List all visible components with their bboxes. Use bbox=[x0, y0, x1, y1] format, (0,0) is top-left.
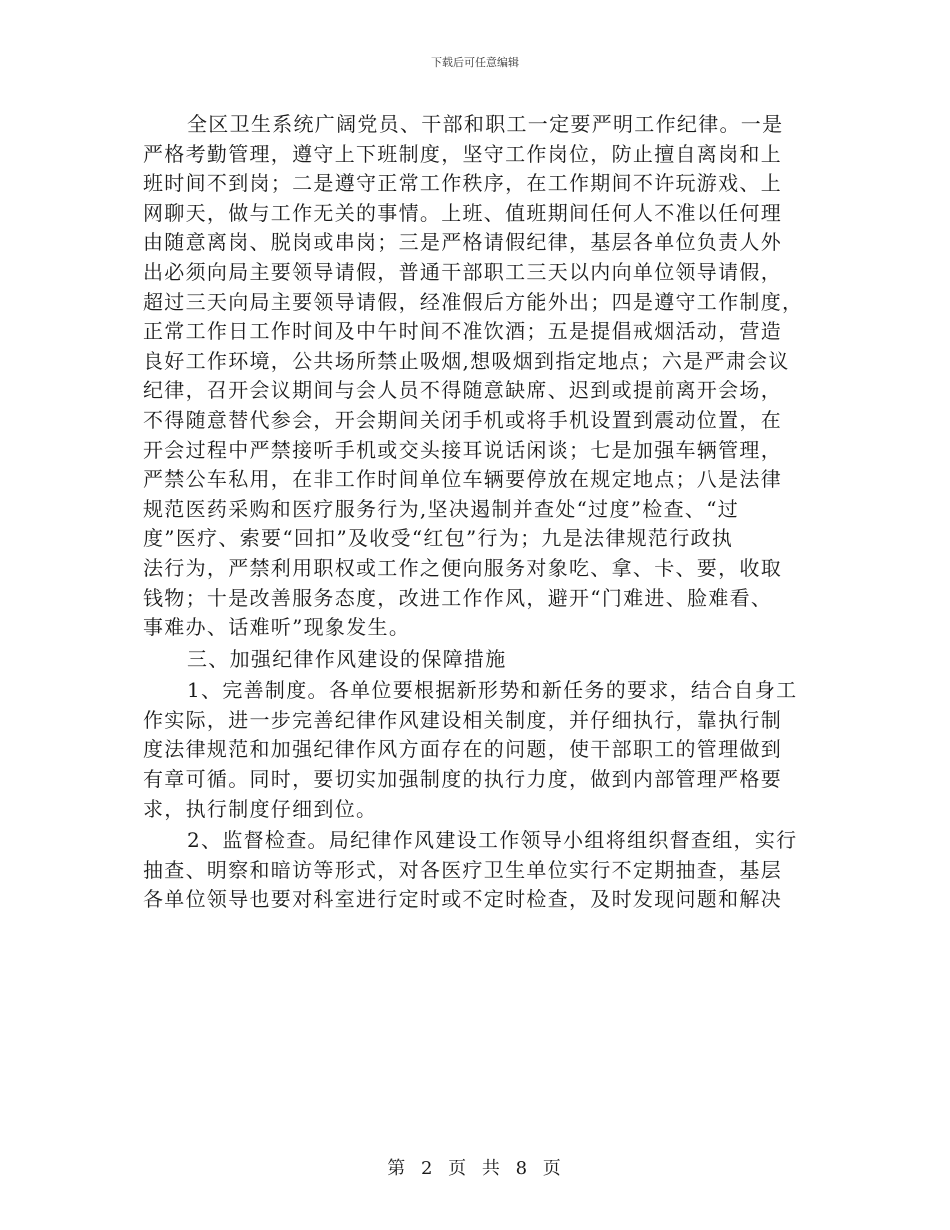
text-line: 度”医疗、索要“回扣”及收受“红包”行为；九是法律规范行政执 bbox=[143, 526, 734, 551]
paragraph-work-discipline bbox=[143, 110, 813, 643]
text-line: 出必须向局主要领导请假，普通干部职工三天以内向单位领导请假， bbox=[143, 259, 782, 284]
text-line: 抽查、明察和暗访等形式，对各医疗卫生单位实行不定期抽查，基层 bbox=[143, 857, 782, 882]
text-line: 2、监督检查。局纪律作风建设工作领导小组将组织督查组，实行 bbox=[187, 828, 798, 853]
text-line: 规范医药采购和医疗服务行为,坚决遏制并查处“过度”检查、“过 bbox=[143, 496, 740, 521]
text-line: 事难办、话难听”现象发生。 bbox=[143, 615, 411, 640]
heading-text: 三、加强纪律作风建设的保障措施 bbox=[187, 646, 507, 671]
text-line: 班时间不到岗；二是遵守正常工作秩序，在工作期间不许玩游戏、上 bbox=[143, 171, 782, 196]
text-line: 钱物；十是改善服务态度，改进工作作风，避开“门难进、脸难看、 bbox=[143, 585, 773, 610]
paragraph-improve-system bbox=[143, 676, 813, 824]
paragraph-supervision bbox=[143, 826, 813, 915]
total-page-number: 8 bbox=[515, 1158, 530, 1179]
text-line: 1、完善制度。各单位要根据新形势和新任务的要求，结合自身工 bbox=[187, 678, 798, 703]
page-header-note: 下载后可任意编辑 bbox=[431, 56, 519, 69]
text-line: 良好工作环境，公共场所禁止吸烟,想吸烟到指定地点；六是严肃会议 bbox=[143, 348, 790, 373]
current-page-number: 2 bbox=[420, 1158, 435, 1179]
footer-prefix: 第 bbox=[387, 1158, 408, 1179]
text-line: 不得随意替代参会，开会期间关闭手机或将手机设置到震动位置，在 bbox=[143, 407, 782, 432]
text-line: 由随意离岗、脱岗或串岗；三是严格请假纪律，基层各单位负责人外 bbox=[143, 230, 782, 255]
footer-suffix: 页 bbox=[542, 1158, 563, 1179]
text-line: 有章可循。同时，要切实加强制度的执行力度，做到内部管理严格要 bbox=[143, 767, 782, 792]
text-line: 正常工作日工作时间及中午时间不准饮酒；五是提倡戒烟活动，营造 bbox=[143, 319, 782, 344]
text-line: 全区卫生系统广阔党员、干部和职工一定要严明工作纪律。一是 bbox=[187, 112, 784, 136]
text-line: 开会过程中严禁接听手机或交头接耳说话闲谈；七是加强车辆管理， bbox=[143, 437, 782, 462]
section-heading bbox=[143, 645, 813, 675]
text-line: 纪律，召开会议期间与会人员不得随意缺席、迟到或提前离开会场， bbox=[143, 378, 782, 403]
text-line: 网聊天，做与工作无关的事情。上班、值班期间任何人不准以任何理 bbox=[143, 200, 782, 225]
text-line: 作实际，进一步完善纪律作风建设相关制度，并仔细执行，靠执行制 bbox=[143, 707, 782, 732]
text-line: 求，执行制度仔细到位。 bbox=[143, 796, 378, 821]
text-line: 度法律规范和加强纪律作风方面存在的问题，使干部职工的管理做到 bbox=[143, 737, 782, 762]
text-line: 严格考勤管理，遵守上下班制度，坚守工作岗位，防止擅自离岗和上 bbox=[143, 141, 782, 166]
footer-total-label: 共 bbox=[481, 1158, 502, 1179]
text-line: 超过三天向局主要领导请假，经准假后方能外出；四是遵守工作制度， bbox=[143, 289, 804, 314]
text-line: 严禁公车私用，在非工作时间单位车辆要停放在规定地点；八是法律 bbox=[143, 467, 782, 492]
footer-page-word: 页 bbox=[448, 1158, 469, 1179]
document-body bbox=[143, 110, 813, 917]
page-footer bbox=[0, 1154, 950, 1180]
text-line: 法行为，严禁利用职权或工作之便向服务对象吃、拿、卡、要，收取 bbox=[143, 555, 782, 580]
text-line: 各单位领导也要对科室进行定时或不定时检查，及时发现问题和解决 bbox=[143, 887, 782, 912]
